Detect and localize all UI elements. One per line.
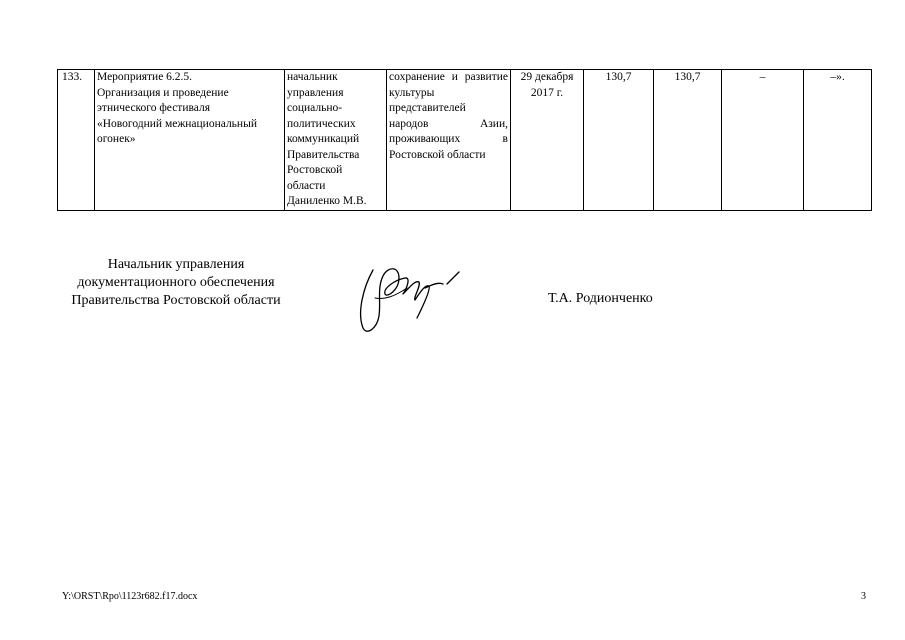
result-cell: сохранение и развитие культуры представителей народов Азии, проживающих в Ростовской области	[387, 70, 511, 211]
table-row	[58, 70, 872, 211]
file-path: Y:\ORST\Rpo\1123r682.f17.docx	[62, 591, 198, 602]
handwritten-signature	[355, 258, 465, 338]
signatory-name: Т.А. Родионченко	[548, 291, 653, 306]
regional-budget-cell: 130,7	[654, 70, 722, 211]
deadline-cell: 29 декабря 2017 г.	[511, 70, 584, 211]
executor-cell: начальник управления социально- политических коммуникаций Правительства Ростовской области Даниленко М.В.	[285, 70, 387, 211]
signatory-position: Начальник управления документационного обеспечения Правительства Ростовской области	[71, 257, 281, 308]
activities-table	[57, 69, 872, 211]
total-cell: 130,7	[584, 70, 654, 211]
local-budget-cell: –».	[804, 70, 872, 211]
activity-cell: Мероприятие 6.2.5. Организация и проведение этнического фестиваля «Новогодний межнациональный огонек»	[95, 70, 285, 211]
row-number-cell: 133.	[58, 70, 95, 211]
page-number: 3	[861, 591, 866, 602]
federal-budget-cell: –	[722, 70, 804, 211]
